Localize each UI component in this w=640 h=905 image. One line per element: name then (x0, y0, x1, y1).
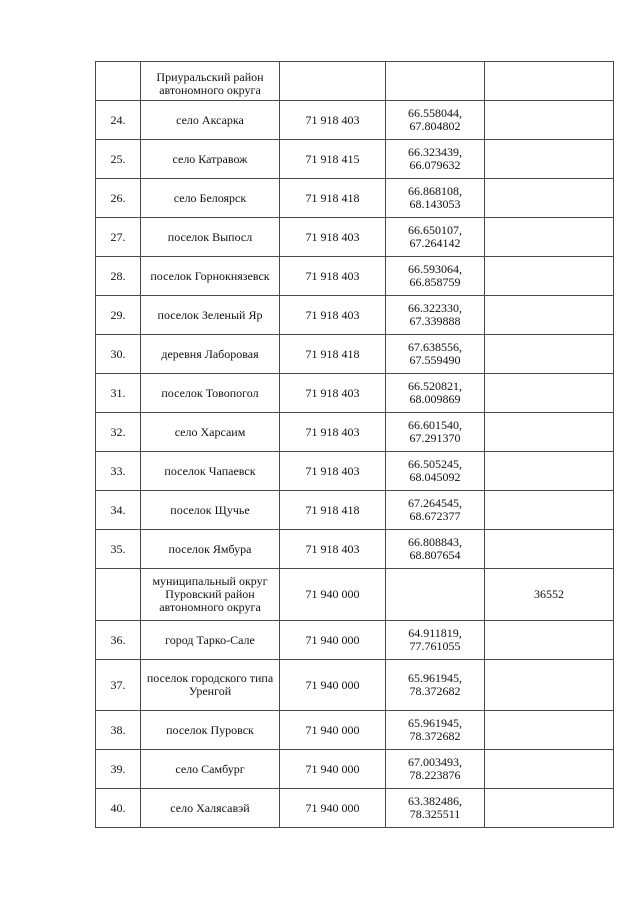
latitude-text: 65.961945, (408, 671, 462, 685)
row-number-cell: 33. (96, 452, 141, 491)
coordinates-cell (386, 218, 485, 257)
table-row (96, 140, 614, 179)
table-row (96, 413, 614, 452)
extra-value-cell (485, 374, 614, 413)
oktmo-code-cell: 71 918 415 (280, 140, 386, 179)
row-number-cell: 38. (96, 711, 141, 750)
oktmo-code-cell: 71 918 418 (280, 491, 386, 530)
extra-value-cell (485, 335, 614, 374)
row-number-cell: 25. (96, 140, 141, 179)
row-number-cell: 27. (96, 218, 141, 257)
latitude-text: 65.961945, (408, 716, 462, 730)
table-row (96, 374, 614, 413)
oktmo-code-cell: 71 940 000 (280, 569, 386, 621)
settlement-name-cell: деревня Лаборовая (141, 335, 280, 374)
longitude-text: 67.264142 (409, 236, 461, 250)
table-row (96, 711, 614, 750)
table-row (96, 491, 614, 530)
extra-value-cell (485, 257, 614, 296)
table-body (96, 62, 614, 828)
extra-value-cell (485, 660, 614, 711)
row-number-cell: 29. (96, 296, 141, 335)
settlement-name-cell: город Тарко-Сале (141, 621, 280, 660)
row-number-cell: 34. (96, 491, 141, 530)
latitude-text: 66.868108, (408, 184, 462, 198)
table-row (96, 218, 614, 257)
row-number-cell: 31. (96, 374, 141, 413)
longitude-text: 68.045092 (409, 470, 461, 484)
settlement-name-cell: поселок Выпосл (141, 218, 280, 257)
row-number-cell: 26. (96, 179, 141, 218)
longitude-text: 67.291370 (409, 431, 461, 445)
settlement-name-cell: село Самбург (141, 750, 280, 789)
longitude-text: 68.009869 (409, 392, 461, 406)
table-row (96, 660, 614, 711)
oktmo-code-cell: 71 918 403 (280, 452, 386, 491)
coordinates-cell (386, 140, 485, 179)
coordinates-cell (386, 296, 485, 335)
extra-value-cell: 36552 (485, 569, 614, 621)
settlement-name-cell: поселок городского типа Уренгой (141, 660, 280, 711)
settlement-name-cell: поселок Ямбура (141, 530, 280, 569)
oktmo-code-cell: 71 918 418 (280, 335, 386, 374)
longitude-text: 67.339888 (409, 314, 461, 328)
row-number-cell: 32. (96, 413, 141, 452)
row-number-cell: 28. (96, 257, 141, 296)
settlement-name-cell: поселок Чапаевск (141, 452, 280, 491)
settlement-name-cell: поселок Щучье (141, 491, 280, 530)
oktmo-code-cell: 71 940 000 (280, 621, 386, 660)
coordinates-cell (386, 621, 485, 660)
settlement-name-cell: село Катравож (141, 140, 280, 179)
settlement-name-cell: поселок Зеленый Яр (141, 296, 280, 335)
coordinates-cell (386, 569, 485, 621)
row-number-cell: 37. (96, 660, 141, 711)
oktmo-code-cell: 71 918 403 (280, 413, 386, 452)
coordinates-cell (386, 452, 485, 491)
row-number-cell: 36. (96, 621, 141, 660)
oktmo-code-cell: 71 918 403 (280, 218, 386, 257)
longitude-text: 68.143053 (409, 197, 461, 211)
extra-value-cell (485, 296, 614, 335)
extra-value-cell (485, 789, 614, 828)
extra-value-cell (485, 711, 614, 750)
settlement-name-cell: муниципальный округ Пуровский район автономного округа (141, 569, 280, 621)
settlement-name-cell: село Халясавэй (141, 789, 280, 828)
extra-value-cell (485, 413, 614, 452)
table-row (96, 335, 614, 374)
settlement-name-cell: село Белоярск (141, 179, 280, 218)
settlement-name-cell: Приуральский район автономного округа (141, 62, 280, 101)
longitude-text: 77.761055 (409, 639, 461, 653)
latitude-text: 67.264545, (408, 496, 462, 510)
row-number-cell: 40. (96, 789, 141, 828)
longitude-text: 66.079632 (409, 158, 461, 172)
table-row (96, 257, 614, 296)
row-number-cell (96, 62, 141, 101)
oktmo-code-cell (280, 62, 386, 101)
row-number-cell: 39. (96, 750, 141, 789)
coordinates-cell (386, 660, 485, 711)
table-row (96, 452, 614, 491)
latitude-text: 66.593064, (408, 262, 462, 276)
table-row (96, 621, 614, 660)
coordinates-cell (386, 179, 485, 218)
latitude-text: 66.601540, (408, 418, 462, 432)
table-row (96, 789, 614, 828)
row-number-cell: 35. (96, 530, 141, 569)
longitude-text: 68.807654 (409, 548, 461, 562)
coordinates-cell (386, 491, 485, 530)
longitude-text: 66.858759 (409, 275, 461, 289)
coordinates-cell (386, 374, 485, 413)
table-row (96, 179, 614, 218)
oktmo-code-cell: 71 940 000 (280, 711, 386, 750)
oktmo-code-cell: 71 918 403 (280, 530, 386, 569)
settlement-name-cell: поселок Горнокнязевск (141, 257, 280, 296)
table-row (96, 101, 614, 140)
table-row (96, 530, 614, 569)
coordinates-cell (386, 750, 485, 789)
settlement-name-cell: село Харсаим (141, 413, 280, 452)
latitude-text: 66.808843, (408, 535, 462, 549)
coordinates-cell (386, 711, 485, 750)
table-row (96, 750, 614, 789)
coordinates-cell (386, 335, 485, 374)
oktmo-code-cell: 71 940 000 (280, 660, 386, 711)
oktmo-code-cell: 71 918 403 (280, 101, 386, 140)
coordinates-cell (386, 62, 485, 101)
latitude-text: 66.520821, (408, 379, 462, 393)
oktmo-code-cell: 71 940 000 (280, 750, 386, 789)
latitude-text: 66.650107, (408, 223, 462, 237)
extra-value-cell (485, 101, 614, 140)
extra-value-cell (485, 452, 614, 491)
longitude-text: 78.325511 (409, 807, 461, 821)
oktmo-code-cell: 71 918 403 (280, 257, 386, 296)
coordinates-cell (386, 101, 485, 140)
coordinates-cell (386, 413, 485, 452)
coordinates-cell (386, 789, 485, 828)
extra-value-cell (485, 491, 614, 530)
latitude-text: 66.505245, (408, 457, 462, 471)
table-row (96, 296, 614, 335)
extra-value-cell (485, 621, 614, 660)
latitude-text: 67.003493, (408, 755, 462, 769)
row-number-cell (96, 569, 141, 621)
extra-value-cell (485, 179, 614, 218)
longitude-text: 68.672377 (409, 509, 461, 523)
longitude-text: 67.804802 (409, 119, 461, 133)
oktmo-code-cell: 71 918 403 (280, 374, 386, 413)
latitude-text: 66.323439, (408, 145, 462, 159)
longitude-text: 78.223876 (409, 768, 461, 782)
longitude-text: 67.559490 (409, 353, 461, 367)
district-row (96, 62, 614, 101)
oktmo-code-cell: 71 940 000 (280, 789, 386, 828)
settlement-name-cell: село Аксарка (141, 101, 280, 140)
coordinates-cell (386, 257, 485, 296)
longitude-text: 78.372682 (409, 684, 461, 698)
latitude-text: 64.911819, (408, 626, 462, 640)
extra-value-cell (485, 530, 614, 569)
settlement-name-cell: поселок Товопогол (141, 374, 280, 413)
settlements-table (95, 61, 614, 828)
latitude-text: 63.382486, (408, 794, 462, 808)
extra-value-cell (485, 750, 614, 789)
district-row (96, 569, 614, 621)
latitude-text: 66.322330, (408, 301, 462, 315)
coordinates-cell (386, 530, 485, 569)
row-number-cell: 30. (96, 335, 141, 374)
extra-value-cell (485, 62, 614, 101)
latitude-text: 67.638556, (408, 340, 462, 354)
row-number-cell: 24. (96, 101, 141, 140)
oktmo-code-cell: 71 918 403 (280, 296, 386, 335)
extra-value-cell (485, 218, 614, 257)
settlement-name-cell: поселок Пуровск (141, 711, 280, 750)
oktmo-code-cell: 71 918 418 (280, 179, 386, 218)
latitude-text: 66.558044, (408, 106, 462, 120)
extra-value-cell (485, 140, 614, 179)
longitude-text: 78.372682 (409, 729, 461, 743)
